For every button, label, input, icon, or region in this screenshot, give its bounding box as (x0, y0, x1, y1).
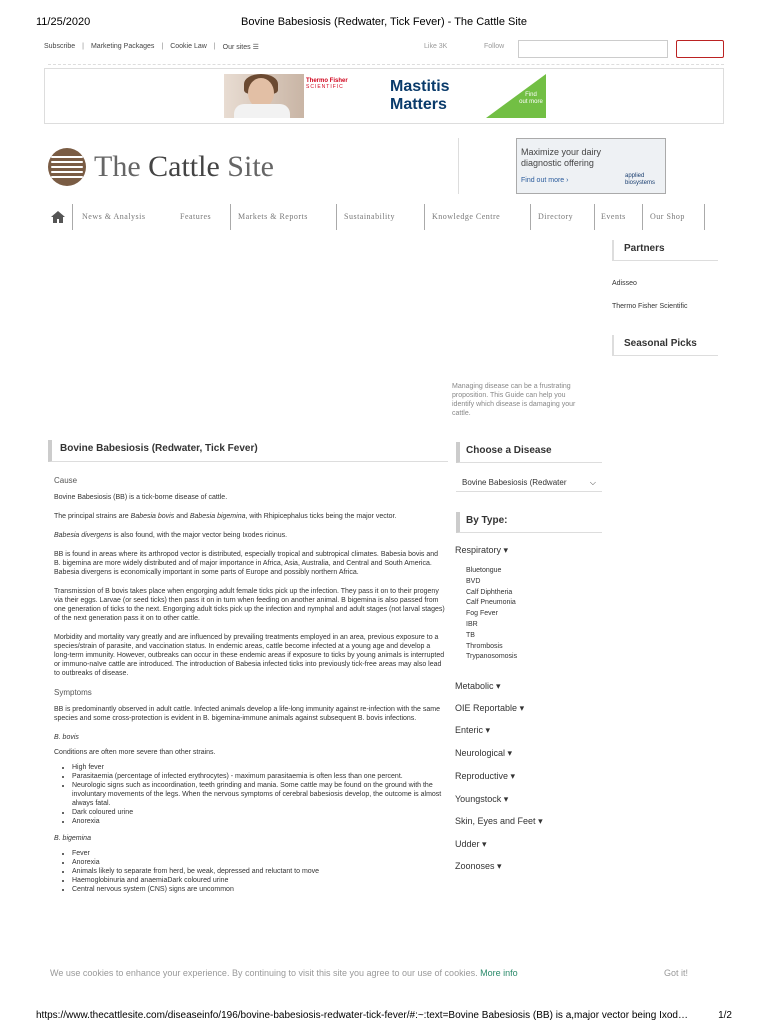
print-page-number: 1/2 (718, 1010, 732, 1021)
cookie-message (50, 968, 518, 978)
seasonal-picks-heading: Seasonal Picks (612, 335, 718, 356)
cattle-site-logo-icon (48, 148, 86, 186)
category-youngstock[interactable] (455, 794, 508, 805)
site-logo[interactable] (48, 148, 308, 188)
headline-line-2: Matters (390, 96, 447, 113)
text-run: is also found, with the major vector being Ixodes ricinus. (111, 532, 288, 539)
caret-down-icon: ▾ (503, 794, 509, 804)
partners-heading: Partners (612, 240, 718, 261)
category-neurological[interactable] (455, 748, 512, 759)
main-nav (48, 204, 708, 230)
separator: | (82, 43, 84, 50)
text-run: and (174, 513, 190, 520)
disease-link[interactable]: Thrombosis (466, 642, 503, 650)
disease-link[interactable]: TB (466, 631, 475, 639)
disease-link[interactable]: BVD (466, 577, 481, 585)
site-name-post: Site (219, 150, 274, 183)
caret-down-icon: ▾ (510, 771, 516, 781)
print-header (36, 16, 732, 30)
banner-headline (390, 78, 450, 114)
subscribe-link[interactable]: Subscribe (44, 43, 76, 50)
list-item: • Neurologic signs such as incoordination, teeth grinding and mania. Some cattle may be found on the ground with the involuntary movements of the legs. When the nervous symptoms of cerebral babesiosis develop, the outcome is almost always fatal. (72, 781, 446, 808)
paragraph: Conditions are often more severe than other strains. (54, 749, 216, 756)
category-label: Udder (455, 839, 480, 849)
category-label: Youngstock (455, 794, 502, 804)
ad-find-out-more[interactable]: Find out more › (521, 177, 569, 184)
ad-line-2: diagnostic offering (521, 158, 594, 168)
category-udder[interactable] (455, 839, 487, 850)
nav-events[interactable]: Events (601, 212, 626, 221)
ad-line-1: Maximize your dairy (521, 147, 602, 157)
category-label: Reproductive (455, 771, 509, 781)
got-it-button[interactable]: Got it! (664, 968, 689, 978)
list-item: • Dark coloured urine (72, 808, 446, 817)
category-metabolic[interactable] (455, 681, 501, 692)
choose-disease-heading: Choose a Disease (456, 442, 602, 463)
nav-separator (594, 204, 595, 230)
caret-down-icon: ▾ (507, 748, 513, 758)
our-sites-dropdown[interactable] (223, 43, 259, 51)
marketing-packages-link[interactable]: Marketing Packages (90, 43, 155, 50)
disease-select[interactable] (456, 476, 602, 492)
category-label: Zoonoses (455, 861, 495, 871)
divider (48, 64, 724, 65)
nav-features[interactable]: Features (180, 212, 212, 221)
nav-separator (530, 204, 531, 230)
bigemina-heading: B. bigemina (54, 835, 91, 842)
cookie-law-link[interactable]: Cookie Law (170, 43, 207, 50)
ad-brand-2: biosystems (625, 180, 656, 186)
chevron-down-icon: ⌵ (589, 478, 596, 487)
caret-down-icon: ▾ (496, 681, 501, 691)
cookie-banner (0, 964, 768, 984)
paragraph: Bovine Babesiosis (BB) is a tick-borne disease of cattle. (54, 494, 228, 501)
category-label: OIE Reportable (455, 703, 518, 713)
nav-separator (336, 204, 337, 230)
headline-line-1: Mastitis (390, 78, 450, 95)
menu-icon: ☰ (252, 44, 259, 51)
nav-separator (230, 204, 231, 230)
category-oie-reportable[interactable] (455, 703, 524, 714)
category-label: Enteric (455, 725, 484, 735)
text-run: , with Rhipicephalus ticks being the major vector. (245, 513, 397, 520)
applied-biosystems-ad[interactable] (516, 138, 666, 194)
separator: | (161, 43, 164, 50)
list-item: • Anorexia (72, 858, 446, 867)
more-info-link[interactable]: More info (480, 968, 518, 978)
top-bar (44, 40, 724, 60)
species-name: Babesia bovis (130, 513, 175, 520)
cookie-text: We use cookies to enhance your experience. By continuing to visit this site you agree to our use of cookies. (50, 968, 481, 978)
respiratory-list (466, 566, 517, 663)
paragraph: Morbidity and mortality vary greatly and are influenced by prevailing treatments employed in an area, previous exposure to a species/strain of parasite, and vaccination status. In endemic areas, cattle become infected at a young age and develop a long-term immunity. However, outbreaks can occur in these endemic areas if exposure to ticks by young animals is interrupted or immuno-naïve cattle are introduced. The introduction of Babesia infected ticks into previously tick-free areas may also lead to outbreaks of disease. (54, 634, 445, 677)
category-label: Neurological (455, 748, 506, 758)
caret-down-icon: ▾ (538, 816, 543, 826)
disease-link[interactable]: Fog Fever (466, 610, 498, 618)
disease-link[interactable]: Calf Diphtheria (466, 588, 513, 596)
top-links (44, 43, 259, 51)
paragraph (54, 512, 446, 521)
list-item: • Central nervous system (CNS) signs are uncommon (72, 885, 446, 894)
ad-brand-1: applied (625, 173, 645, 179)
list-item: • Haemoglobinuria and anaemiaDark coloured urine (72, 876, 446, 885)
text-run: The principal strains are (54, 513, 131, 520)
category-label: Respiratory (455, 545, 502, 555)
search-button[interactable] (676, 40, 724, 58)
like-button[interactable]: Like 3K (424, 43, 448, 50)
cta-line-1: Find (525, 92, 537, 98)
find-out-more-button[interactable] (518, 92, 544, 106)
site-name-pre: The (94, 150, 149, 183)
nav-separator (424, 204, 425, 230)
paragraph: BB is predominantly observed in adult cattle. Infected animals develop a life-long immunity against re-infection with the same species and some cross-protection is evident in B. bigemina-immune animals against subsequent B. bovis infections. (54, 706, 440, 722)
disease-link[interactable]: Trypanosomosis (466, 653, 518, 661)
list-item: • Fever (72, 849, 446, 858)
caret-down-icon: ▾ (503, 545, 509, 555)
nav-directory[interactable]: Directory (538, 212, 574, 221)
header-divider (458, 138, 459, 194)
caret-down-icon: ▾ (485, 725, 491, 735)
site-name (94, 150, 274, 184)
managing-disease-text: Managing disease can be a frustrating proposition. This Guide can help you identify which disease is damaging your cattle. (452, 383, 576, 417)
nav-sustainability[interactable]: Sustainability (344, 212, 395, 221)
bigemina-symptom-list (72, 849, 446, 894)
category-reproductive[interactable] (455, 771, 515, 782)
applied-biosystems-logo (625, 173, 655, 187)
disease-link[interactable]: IBR (466, 620, 478, 628)
category-label: Metabolic (455, 681, 494, 691)
ad-headline (521, 147, 601, 169)
bovis-heading: B. bovis (54, 734, 79, 741)
paragraph (54, 531, 446, 540)
nav-separator (704, 204, 705, 230)
category-enteric[interactable] (455, 725, 490, 736)
species-name: Babesia bigemina (189, 513, 246, 520)
paragraph: Transmission of B bovis takes place when engorging adult female ticks pick up the infection. They pass it on to their progeny via their eggs. Larvae (or seed ticks) then pass it on in turn when feeding on another animal. B bigemina is also passed from one generation of ticks to the next. Engorging adult ticks pick up the infection and nymphal and adult stages (not larval stages) of the next generation pass it on to other cattle. (54, 588, 445, 622)
disease-link[interactable]: Calf Pneumonia (466, 599, 516, 607)
article-title: Bovine Babesiosis (Redwater, Tick Fever) (48, 440, 448, 462)
category-zoonoses[interactable] (455, 861, 502, 872)
print-url: https://www.thecattlesite.com/diseaseinfo/196/bovine-babesiosis-redwater-tick-fever/#:~:text=Bovine Babesiosis (BB) is a,major vector being Ixod… (36, 1010, 688, 1021)
partner-thermo-fisher[interactable]: Thermo Fisher Scientific (612, 303, 688, 310)
separator: | (213, 43, 216, 50)
cause-heading: Cause (54, 476, 78, 485)
brand-sub: SCIENTIFIC (306, 84, 344, 90)
list-item: • Anorexia (72, 817, 446, 826)
banner-photo (224, 74, 304, 118)
bovis-symptom-list (72, 763, 446, 826)
follow-button[interactable]: Follow (484, 43, 505, 50)
caret-down-icon: ▾ (482, 839, 487, 849)
our-sites-label: Our sites (222, 44, 251, 51)
thermo-fisher-logo (306, 78, 348, 90)
print-title: Bovine Babesiosis (Redwater, Tick Fever) - The Cattle Site (241, 16, 527, 28)
print-date: 11/25/2020 (36, 16, 91, 28)
search-input[interactable] (518, 40, 668, 58)
list-item: • Animals likely to separate from herd, be weak, depressed and reluctant to move (72, 867, 446, 876)
nav-separator (72, 204, 73, 230)
symptoms-heading: Symptoms (54, 688, 92, 697)
paragraph: BB is found in areas where its arthropod vector is distributed, especially tropical and subtropical climates. Babesia bovis and B. bigemina are more widely distributed and of major importance in Africa, Asia, Australia, and Central and South America. Babesia divergens is economically important in some parts of Europe and possibly northern Africa. (54, 551, 439, 576)
article-body (54, 476, 446, 902)
disease-link[interactable]: Bluetongue (466, 567, 502, 574)
nav-our-shop[interactable]: Our Shop (650, 212, 685, 221)
nav-separator (642, 204, 643, 230)
species-name: Babesia divergens (54, 532, 112, 539)
site-name-bold: Cattle (148, 150, 220, 183)
caret-down-icon: ▾ (519, 703, 525, 713)
partner-adisseo[interactable]: Adisseo (612, 280, 637, 287)
list-item: • High fever (72, 763, 446, 772)
category-respiratory[interactable] (455, 545, 508, 556)
by-type-heading: By Type: (456, 512, 602, 533)
cta-line-2: out more (519, 99, 543, 105)
caret-down-icon: ▾ (497, 861, 502, 871)
list-item: • Parasitaemia (percentage of infected erythrocytes) - maximum parasitaemia is often less than one percent. (72, 772, 446, 781)
mastitis-banner-ad[interactable] (224, 74, 546, 118)
category-label: Skin, Eyes and Feet (455, 816, 536, 826)
nav-markets-reports[interactable]: Markets & Reports (238, 212, 308, 221)
nav-news-analysis[interactable]: News & Analysis (82, 212, 146, 221)
disease-select-value: Bovine Babesiosis (Redwater (462, 478, 567, 487)
home-icon[interactable] (50, 210, 66, 224)
brand-name: Thermo Fisher (306, 78, 348, 84)
nav-knowledge-centre[interactable]: Knowledge Centre (432, 212, 501, 221)
category-skin-eyes-feet[interactable] (455, 816, 543, 827)
